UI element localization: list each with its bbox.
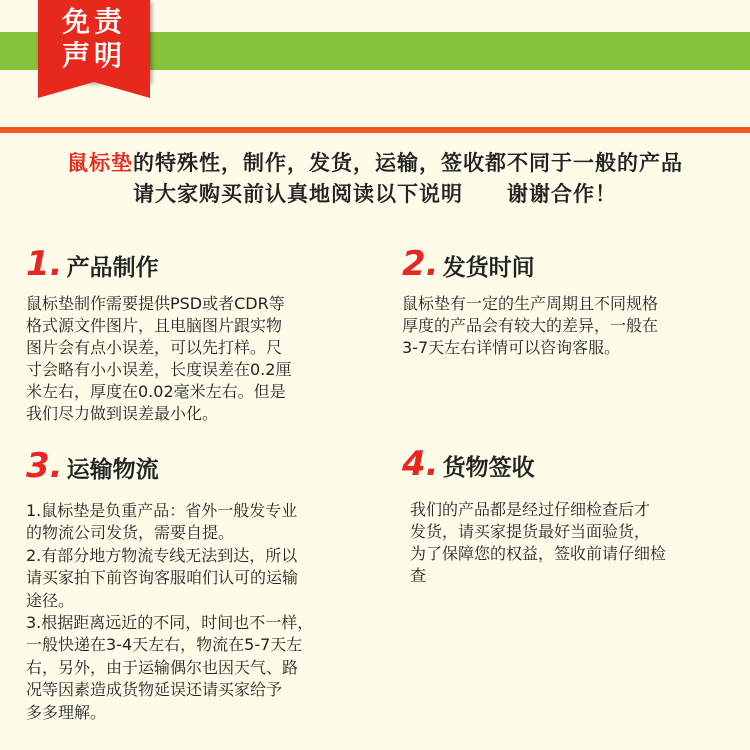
section-2-number: 2.: [402, 244, 439, 284]
section-3-body: 1.鼠标垫是负重产品：省外一般发专业 的物流公司发货，需要自提。 2.有部分地方物流专线无法到达，所以 请买家拍下前咨询客服咱们认可的运输 途径。 3.根据距离远近的不同，时间也不一样， 一般快递在3-4天左右，物流在5-7天左 右，另外，由于运输偶尔也因天气、路 况等因素造成货物延误还请买家给予 多多理解。: [26, 501, 314, 722]
disclaimer-tag-line2: 声明: [61, 39, 126, 72]
section-1-body: 鼠标垫制作需要提供PSD或者CDR等 格式源文件图片，且电脑图片跟实物 图片会有点小误差，可以先打样。尺 寸会略有小小误差，长度误差在0.2厘 米左右，厚度在0.02毫米左右。但是 我们尽力做到误差最小化。: [26, 294, 292, 423]
section-4-number: 4.: [402, 444, 439, 484]
section-1-number: 1.: [26, 244, 63, 284]
section-3-heading: [26, 446, 159, 486]
intro-line-1: [0, 147, 750, 177]
section-1-title: 产品制作: [66, 255, 159, 281]
intro-line-2: 请大家购买前认真地阅读以下说明 谢谢合作！: [133, 182, 617, 206]
disclaimer-tag-line1: 免责: [61, 5, 126, 38]
section-2-title: 发货时间: [442, 255, 535, 281]
section-3-number: 3.: [26, 446, 63, 486]
section-2-body: 鼠标垫有一定的生产周期且不同规格 厚度的产品会有较大的差异，一般在 3-7天左右详情可以咨询客服。: [402, 294, 659, 357]
section-3-title: 运输物流: [66, 457, 159, 483]
orange-divider: [0, 127, 750, 133]
section-4-title: 货物签收: [442, 455, 535, 481]
intro-brand: 鼠标垫: [67, 151, 133, 175]
section-1-heading: [26, 244, 159, 284]
section-2-heading: [402, 244, 535, 284]
section-4-heading: [402, 444, 535, 484]
intro-line-1-text: 的特殊性，制作，发货，运输，签收都不同于一般的产品: [133, 151, 683, 175]
disclaimer-tag: [38, 0, 150, 82]
section-4-body: 我们的产品都是经过仔细检查后才 发货，请买家提货最好当面验货， 为了保障您的权益，签收前请仔细检 查: [410, 500, 667, 585]
